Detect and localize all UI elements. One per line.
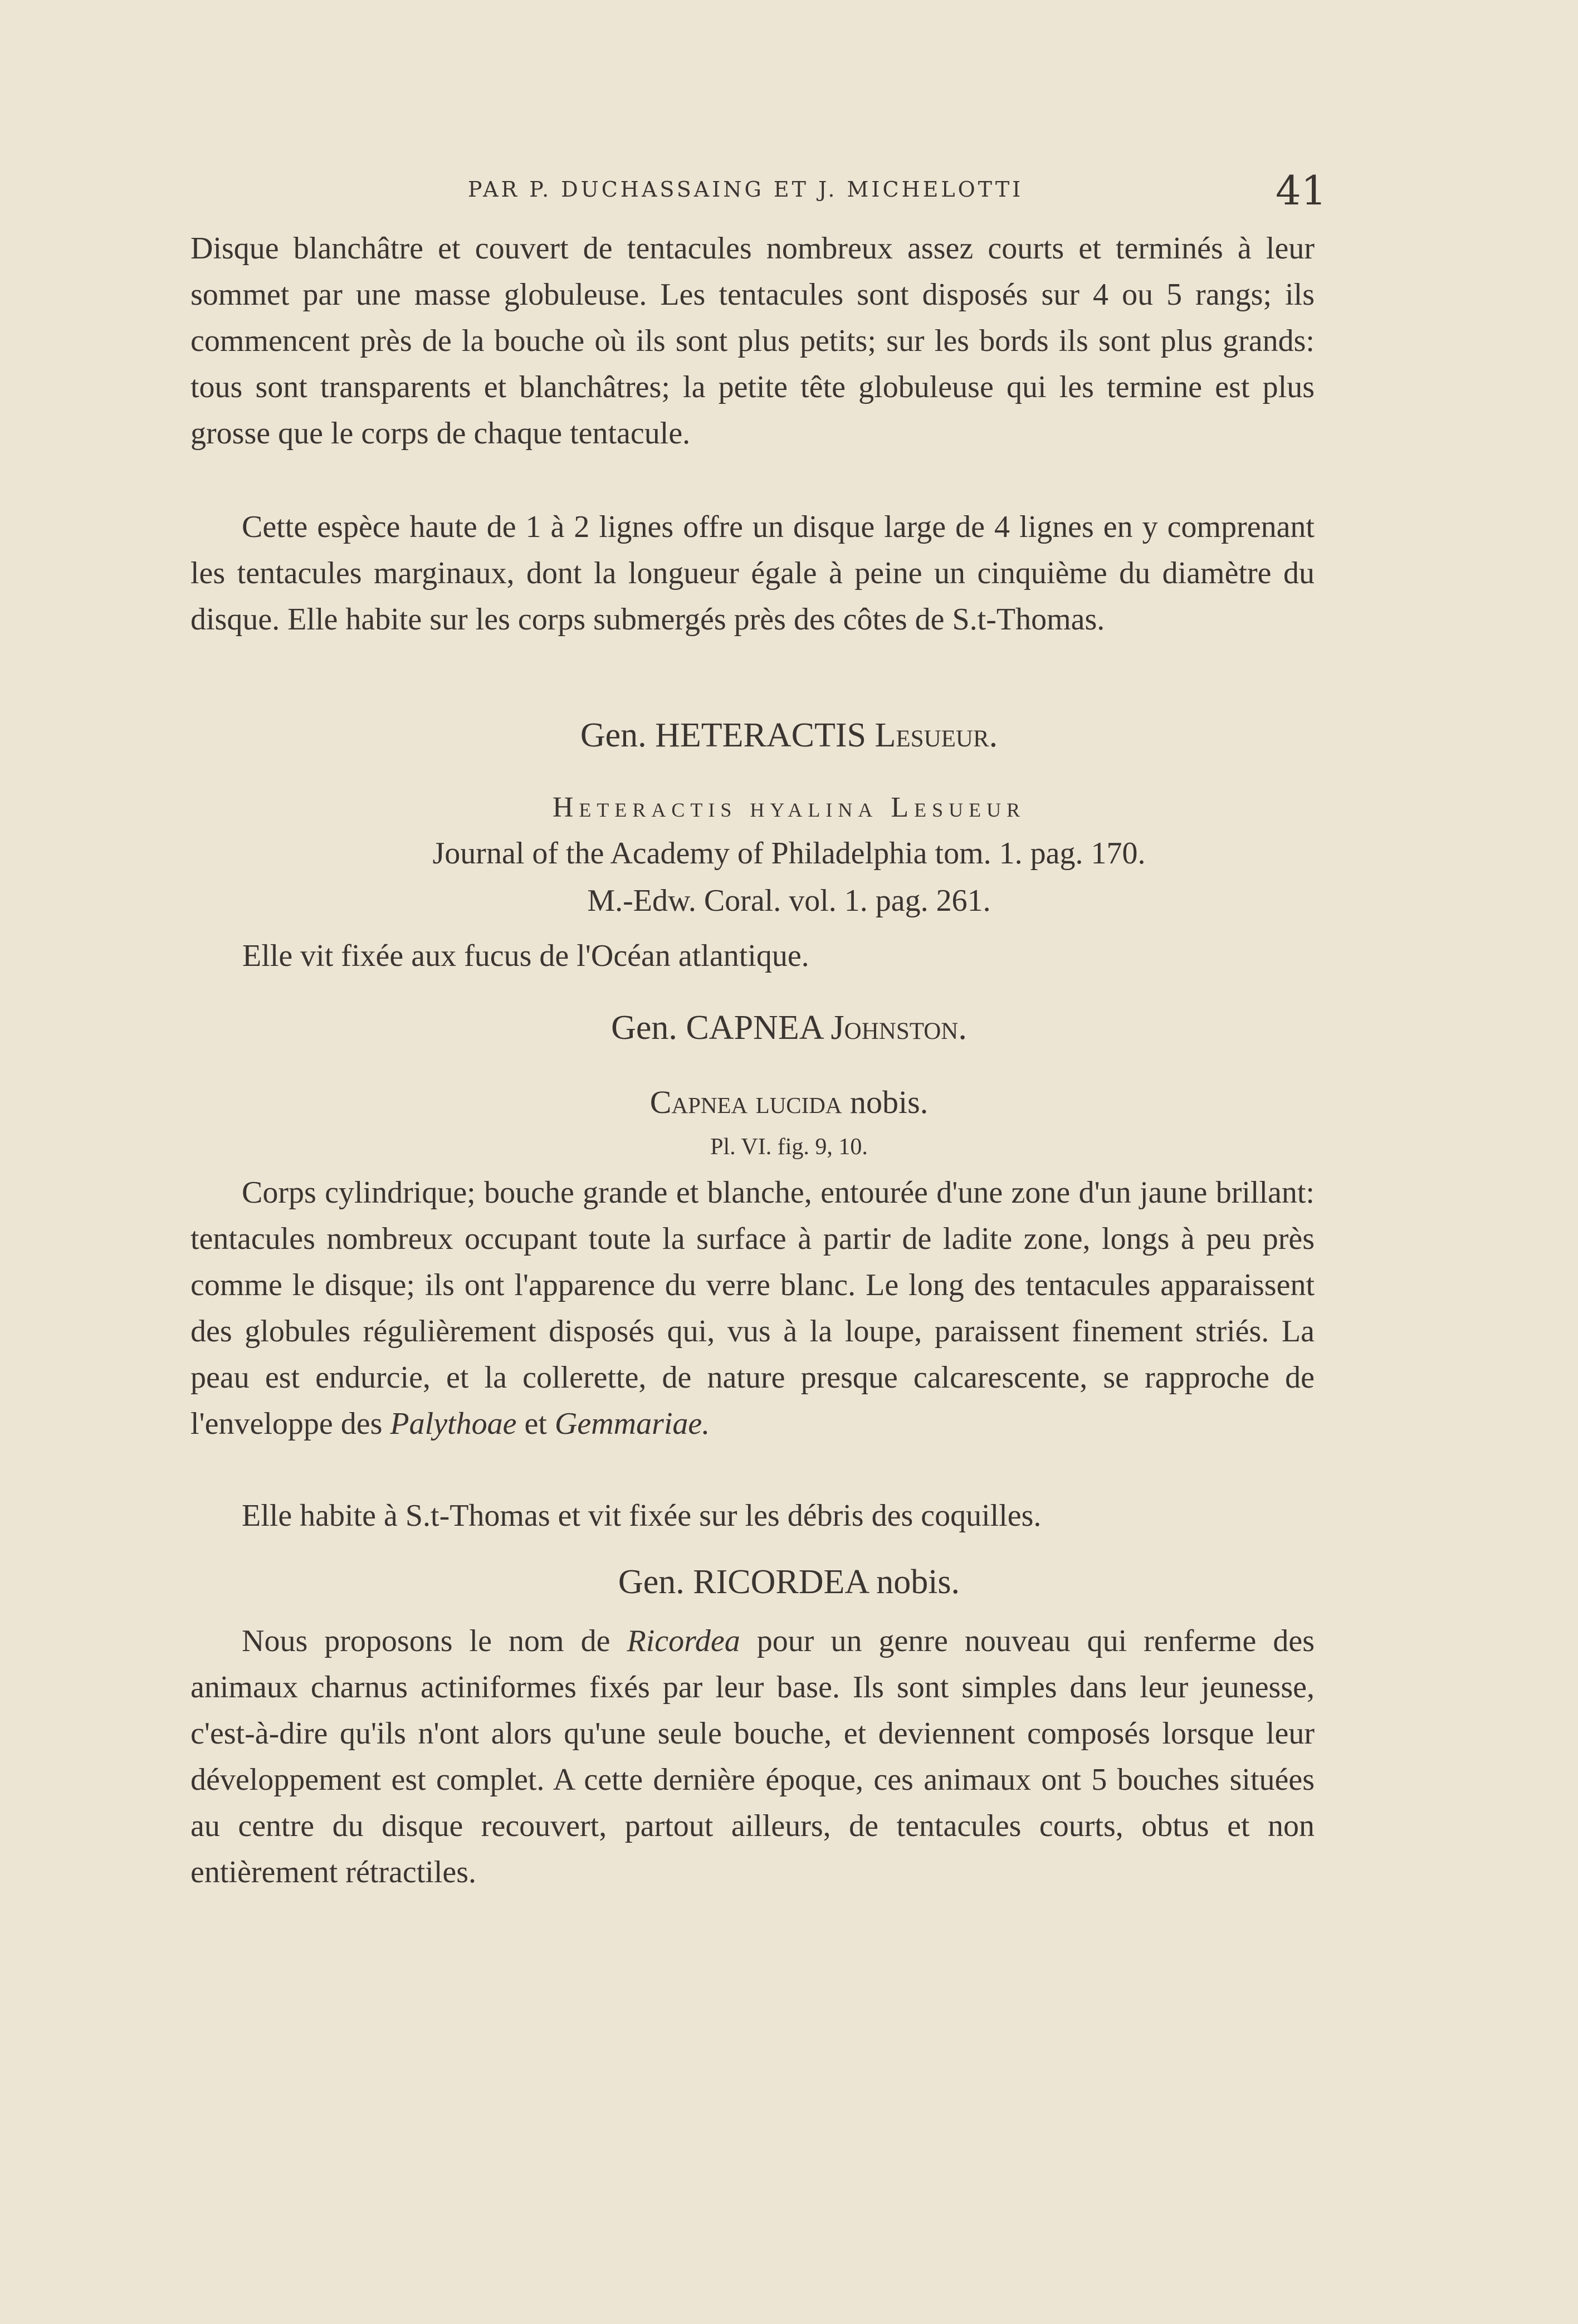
plate-reference: Pl. VI. fig. 9, 10. <box>710 1134 868 1160</box>
species-author: nobis. <box>850 1084 929 1120</box>
genus-heading-heteractis <box>0 716 1578 755</box>
taxon-italic: Gemmariae. <box>554 1407 710 1441</box>
paragraph-corps-cylindrique <box>190 1170 1315 1447</box>
paragraph-text: pour un genre nouveau qui renferme des animaux charnus actiniformes fixés par leur base. Ils sont simples dans leur jeunesse, c'est-à-dire qu'ils n'ont alors qu'une seule bouche, et deviennent composés lorsque leur développement est complet. A cette dernière époque, ces animaux ont 5 bouches situées au centre du disque recouvert, partout ailleurs, de tentacules courts, obtus et non entièrement rétractiles. <box>190 1624 1315 1890</box>
genus-prefix: Gen. <box>618 1563 685 1601</box>
page-number: 41 <box>1276 167 1327 214</box>
genus-author: Johnston. <box>830 1009 967 1047</box>
reference-milne-edwards: M.-Edw. Coral. vol. 1. pag. 261. <box>587 883 991 918</box>
running-header: PAR P. DUCHASSAING ET J. MICHELOTTI <box>468 177 1024 202</box>
paragraph-elle-habite: Elle habite à S.t-Thomas et vit fixée sur les débris des coquilles. <box>242 1498 1042 1533</box>
genus-heading-ricordea <box>0 1563 1578 1602</box>
species-heading-heteractis-hyalina <box>0 791 1578 824</box>
genus-prefix: Gen. <box>611 1009 677 1047</box>
genus-name: RICORDEA <box>693 1563 868 1601</box>
genus-italic: Ricordea <box>627 1624 740 1658</box>
genus-author: nobis. <box>876 1563 960 1601</box>
paragraph-disque: Disque blanchâtre et couvert de tentacules nombreux assez courts et terminés à leur sommet par une masse globuleuse. Les tentacules sont disposés sur 4 ou 5 rangs; ils commencent près de la bouche où ils sont plus petits; sur les bords ils sont plus grands: tous sont transparents et blanchâtres; la petite tête globuleuse qui les termine est plus grosse que le corps de chaque tentacule. <box>190 231 1315 451</box>
genus-prefix: Gen. <box>580 716 647 754</box>
taxon-italic: Palythoae <box>390 1407 517 1441</box>
genus-author: Lesueur. <box>875 716 998 754</box>
species-name: Capnea lucida <box>649 1084 842 1120</box>
species-author: Lesueur <box>891 792 1026 823</box>
genus-heading-capnea <box>0 1008 1578 1048</box>
paragraph-text: Nous proposons le nom de <box>242 1624 610 1658</box>
paragraph-cette-espece: Cette espèce haute de 1 à 2 lignes offre un disque large de 4 lignes en y comprenant les tentacules marginaux, dont la longueur égale à peine un cinquième du diamètre du disque. Elle habite sur les corps submergés près des côtes de S.t-Thomas. <box>190 510 1315 637</box>
reference-journal: Journal of the Academy of Philadelphia tom. 1. pag. 170. <box>432 836 1146 871</box>
paragraph-nous-proposons <box>190 1618 1315 1896</box>
genus-name: HETERACTIS <box>655 716 867 754</box>
genus-name: CAPNEA <box>686 1009 823 1047</box>
species-name: Heteractis hyalina <box>552 792 878 823</box>
species-heading-capnea-lucida <box>0 1083 1578 1121</box>
paragraph-elle-vit: Elle vit fixée aux fucus de l'Océan atlantique. <box>242 939 809 973</box>
paragraph-text: Corps cylindrique; bouche grande et blanche, entourée d'une zone d'un jaune brillant: tentacules nombreux occupant toute la surface à partir de ladite zone, longs à peu près comme le disque; ils ont l'apparence du verre blanc. Le long des tentacules apparaissent des globules régulièrement disposés qui, vus à la loupe, paraissent finement striés. La peau est endurcie, et la collerette, de nature presque calcarescente, se rapproche de l'enveloppe des <box>190 1175 1315 1441</box>
conjunction: et <box>524 1407 547 1441</box>
